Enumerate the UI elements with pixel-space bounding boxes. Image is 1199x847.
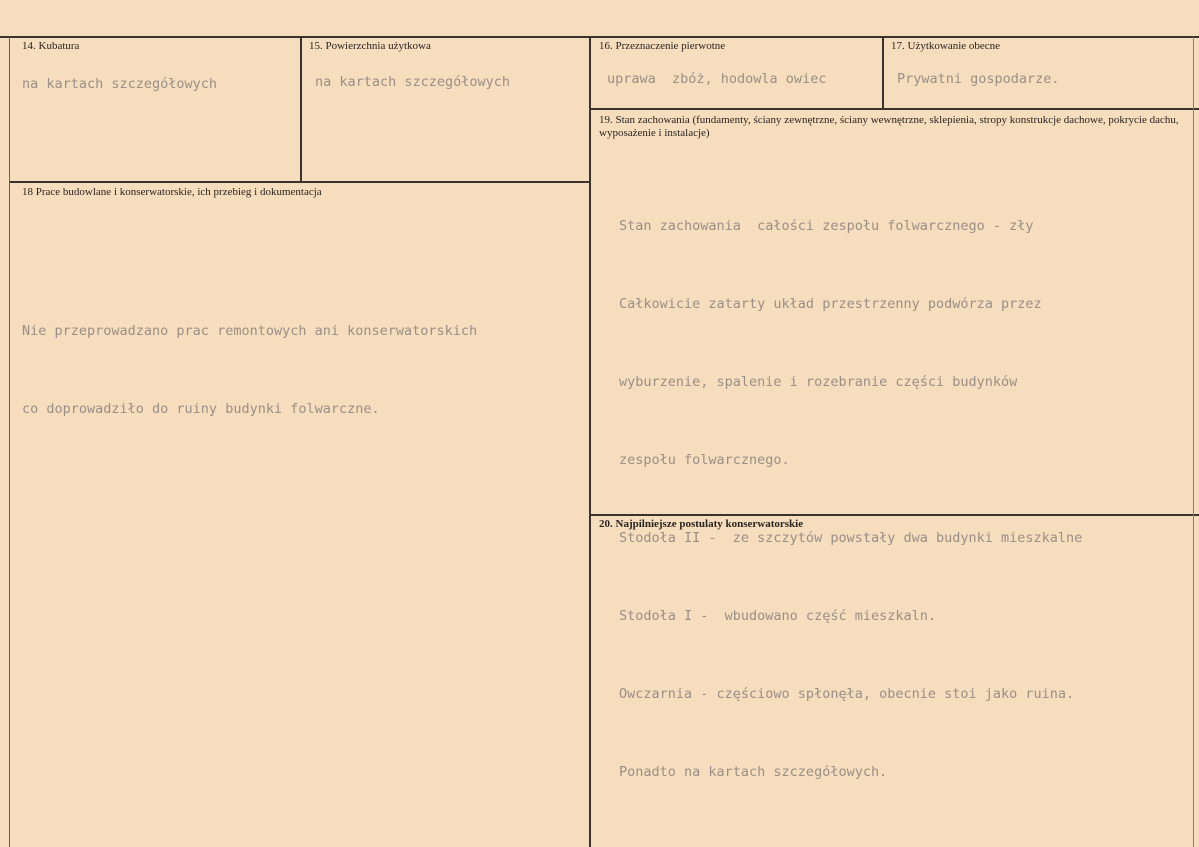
- field-19-label: 19. Stan zachowania (fundamenty, ściany zewnętrzne, ściany wewnętrzne, sklepienia, stropy konstrukcje dachowe, pokrycie dachu, wyposażenie i instalacje): [599, 114, 1179, 139]
- field-14-label: 14. Kubatura: [22, 40, 80, 52]
- divider-16-17: [882, 37, 884, 109]
- left-border: [9, 37, 10, 847]
- field-19-line: Stodoła I - wbudowano część mieszkaln.: [619, 608, 936, 624]
- divider-14-15: [300, 37, 302, 182]
- field-19-line: Stan zachowania całości zespołu folwarcznego - zły: [619, 218, 1034, 234]
- field-15-label: 15. Powierzchnia użytkowa: [309, 40, 431, 52]
- divider-under-14-15: [10, 181, 590, 183]
- divider-main-vertical: [589, 37, 591, 847]
- field-20-label: 20. Najpilniejsze postulaty konserwatorskie: [599, 518, 804, 530]
- field-18-label: 18 Prace budowlane i konserwatorskie, ich przebieg i dokumentacja: [22, 186, 322, 198]
- field-19-line: Całkowicie zatarty układ przestrzenny podwórza przez: [619, 296, 1042, 312]
- field-18-text: [22, 266, 477, 474]
- field-18-line: Nie przeprowadzano prac remontowych ani konserwatorskich: [22, 323, 478, 339]
- field-19-line: Stodoła II - ze szczytów powstały dwa budynki mieszkalne: [619, 530, 1083, 546]
- field-17-value: Prywatni gospodarze.: [897, 71, 1060, 87]
- field-19-line: zespołu folwarcznego.: [619, 452, 790, 468]
- field-14-value: na kartach szczegółowych: [22, 76, 218, 92]
- field-16-label: 16. Przeznaczenie pierwotne: [599, 40, 726, 52]
- field-19-line: Ponadto na kartach szczegółowych.: [619, 764, 888, 780]
- field-19-text: [619, 161, 1082, 837]
- right-border: [1193, 37, 1194, 847]
- field-19-line: wyburzenie, spalenie i rozebranie części budynków: [619, 374, 1018, 390]
- top-border: [0, 36, 1199, 38]
- field-17-label: 17. Użytkowanie obecne: [891, 40, 1001, 52]
- field-16-value: uprawa zbóż, hodowla owiec: [607, 71, 827, 87]
- field-15-value: na kartach szczegółowych: [315, 74, 511, 90]
- divider-under-16-17: [590, 108, 1199, 110]
- field-18-line: co doprowadziło do ruiny budynki folwarczne.: [22, 401, 380, 417]
- field-19-line: Owczarnia - częściowo spłonęła, obecnie stoi jako ruina.: [619, 686, 1075, 702]
